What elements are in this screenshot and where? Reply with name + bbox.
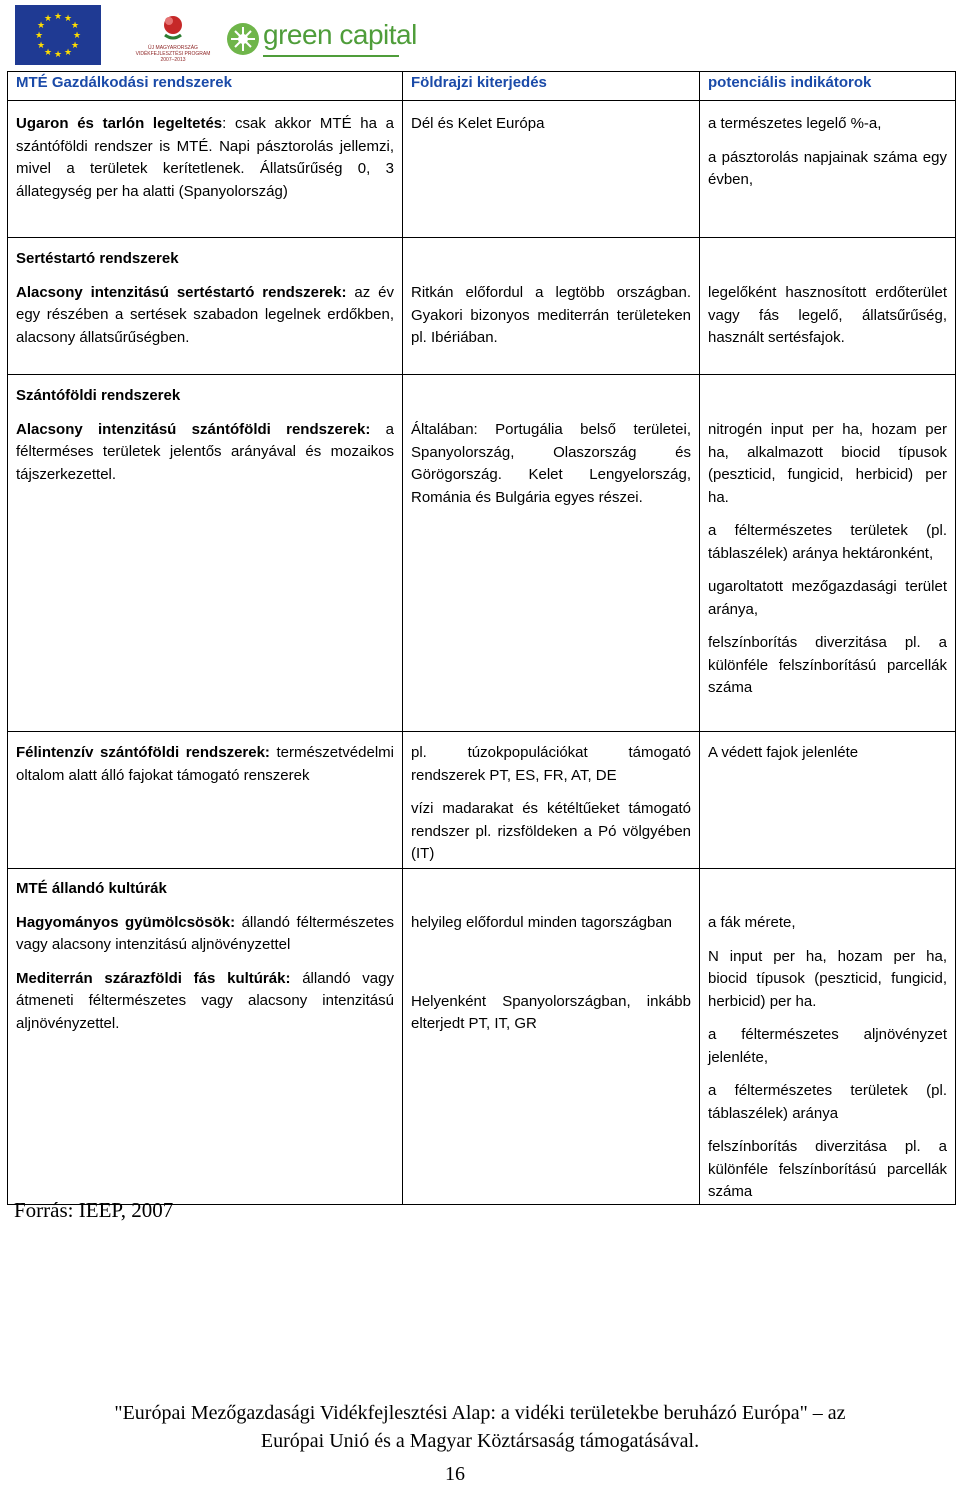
- table-header-row: [8, 72, 956, 101]
- geography-item: Helyenként Spanyolországban, inkább elterjedt PT, IT, GR: [411, 992, 691, 1032]
- system-text: állandó féltermészetes vagy alacsony intenzitású aljnövényzettel: [16, 913, 394, 953]
- cell-geography: Általában: Portugália belső területei, Spanyolország, Olaszország és Görögország. Kelet Lengyelország, Románia és Bulgária egyes részei.: [403, 375, 700, 732]
- system-description: [16, 282, 394, 350]
- header-indicators: potenciális indikátorok: [700, 72, 956, 101]
- cell-system: [8, 238, 403, 375]
- farming-systems-table: [7, 71, 956, 1205]
- system-description: [16, 912, 394, 957]
- svg-text:★: ★: [34, 31, 44, 41]
- green-capital-logo: [225, 19, 417, 61]
- svg-text:★: ★: [72, 31, 82, 41]
- header-logos: [15, 5, 435, 65]
- cell-indicators: [700, 869, 956, 1205]
- green-capital-wordmark: green capital: [263, 19, 417, 50]
- cell-system: [8, 732, 403, 869]
- system-text: állandó vagy átmeneti féltermészetes vagy alacsony intenzitású aljnövényzettel.: [16, 969, 394, 1032]
- system-name: Félintenzív szántóföldi rendszerek:: [16, 744, 270, 761]
- indicator-item: ugaroltatott mezőgazdasági terület aránya,: [708, 578, 947, 618]
- cell-system: [8, 869, 403, 1205]
- logo-underline: [263, 55, 399, 57]
- cell-geography: [403, 869, 700, 1205]
- svg-text:★: ★: [70, 41, 80, 51]
- svg-text:★: ★: [43, 48, 53, 58]
- cell-geography: Ritkán előfordul a legtöbb országban. Gyakori bizonyos mediterrán területeken pl. Ibériában.: [403, 238, 700, 375]
- indicator-item: a pásztorolás napjainak száma egy évben,: [708, 148, 947, 188]
- cell-indicators: [700, 375, 956, 732]
- system-name: Mediterrán szárazföldi fás kultúrák:: [16, 969, 291, 987]
- hungary-program-logo: [133, 11, 213, 65]
- cell-geography: Dél és Kelet Európa: [403, 101, 700, 238]
- indicator-item: a természetes legelő %-a,: [708, 115, 882, 132]
- system-description: [16, 968, 394, 1036]
- indicator-item: a féltermészetes területek (pl. táblaszélek) aránya: [708, 1082, 947, 1122]
- system-text: természetvédelmi oltalom alatt álló fajokat támogató renszerek: [16, 744, 394, 784]
- table-row: [8, 375, 956, 732]
- system-description: [16, 419, 394, 487]
- footer-line: Európai Unió és a Magyar Köztársaság támogatásával.: [260, 1430, 700, 1452]
- svg-text:★: ★: [63, 48, 73, 58]
- eu-flag-icon: [15, 5, 101, 65]
- svg-text:★: ★: [43, 14, 53, 24]
- system-name: Ugaron és tarlón legeltetés: [16, 115, 223, 132]
- system-name: Alacsony intenzitású sertéstartó rendszerek:: [16, 283, 347, 301]
- header-systems: MTÉ Gazdálkodási rendszerek: [8, 72, 403, 101]
- system-text: az év egy részében a sertések szabadon legelnek erdőkben, alacsony állatsűrűségben.: [16, 283, 394, 346]
- system-description: [16, 742, 394, 787]
- table-row: [8, 238, 956, 375]
- footer-line: "Európai Mezőgazdasági Vidékfejlesztési Alap: a vidéki területekbe beruházó Európa" – az: [114, 1402, 846, 1424]
- system-name: Alacsony intenzitású szántóföldi rendszerek:: [16, 420, 371, 438]
- cell-system: [8, 101, 403, 238]
- indicator-item: a féltermészetes területek (pl. táblaszélek) aránya hektáronként,: [708, 522, 947, 562]
- cell-indicators: A védett fajok jelenléte: [700, 732, 956, 869]
- indicator-item: nitrogén input per ha, hozam per ha, alkalmazott biocid típusok (peszticid, fungicid, herbicid) per ha.: [708, 421, 947, 506]
- section-heading: MTÉ állandó kultúrák: [16, 880, 167, 897]
- system-text: a félterméses területek jelentős arányával és mozaikos tájszerkezettel.: [16, 420, 394, 483]
- svg-text:★: ★: [36, 21, 46, 31]
- geography-item: pl. túzokpopulációkat támogató rendszerek PT, ES, FR, AT, DE: [411, 744, 691, 784]
- table-row: [8, 101, 956, 238]
- svg-text:★: ★: [36, 41, 46, 51]
- cell-indicators: legelőként hasznosított erdőterület vagy fás legelő, állatsűrűség, használt sertésfajok.: [700, 238, 956, 375]
- geography-item: helyileg előfordul minden tagországban: [411, 914, 673, 931]
- svg-text:★: ★: [63, 14, 73, 24]
- cell-system: [8, 375, 403, 732]
- geography-item: vízi madarakat és kétéltűeket támogató rendszer pl. rizsföldeken a Pó völgyében (IT): [411, 800, 691, 862]
- indicator-item: N input per ha, hozam per ha, biocid típusok (peszticid, fungicid, herbicid) per ha.: [708, 947, 947, 1010]
- funding-footer: [0, 1399, 960, 1455]
- header-geography: Földrajzi kiterjedés: [403, 72, 700, 101]
- hungary-program-text: ÚJ MAGYARORSZÁG VIDÉKFEJLESZTÉSI PROGRAM 2007–2013: [135, 45, 211, 63]
- svg-text:★: ★: [53, 12, 63, 22]
- source-citation: Forrás: IEEP, 2007: [14, 1198, 174, 1222]
- table-row: [8, 732, 956, 869]
- indicator-item: felszínborítás diverzitása pl. a különféle felszínborítású parcellák száma: [708, 634, 947, 696]
- page-number: 16: [445, 1463, 465, 1485]
- cell-geography: [403, 732, 700, 869]
- section-heading: Sertéstartó rendszerek: [16, 250, 179, 267]
- indicator-item: felszínborítás diverzitása pl. a különféle felszínborítású parcellák száma: [708, 1138, 947, 1200]
- cell-indicators: [700, 101, 956, 238]
- indicator-item: a féltermészetes aljnövényzet jelenléte,: [708, 1026, 947, 1066]
- svg-text:★: ★: [70, 21, 80, 31]
- system-description: [16, 113, 394, 203]
- section-heading: Szántóföldi rendszerek: [16, 387, 181, 404]
- svg-text:★: ★: [53, 50, 63, 60]
- system-name: Hagyományos gyümölcsösök:: [16, 913, 236, 931]
- indicator-item: a fák mérete,: [708, 914, 796, 931]
- system-text: : csak akkor MTÉ ha a szántóföldi rendszer is MTÉ. Napi pásztorolás jellemzi, mivel a területek kerítetlenek. Állatsűrűség 0, 3 állategység per ha alatti (Spanyolország): [16, 115, 394, 200]
- table-row: [8, 869, 956, 1205]
